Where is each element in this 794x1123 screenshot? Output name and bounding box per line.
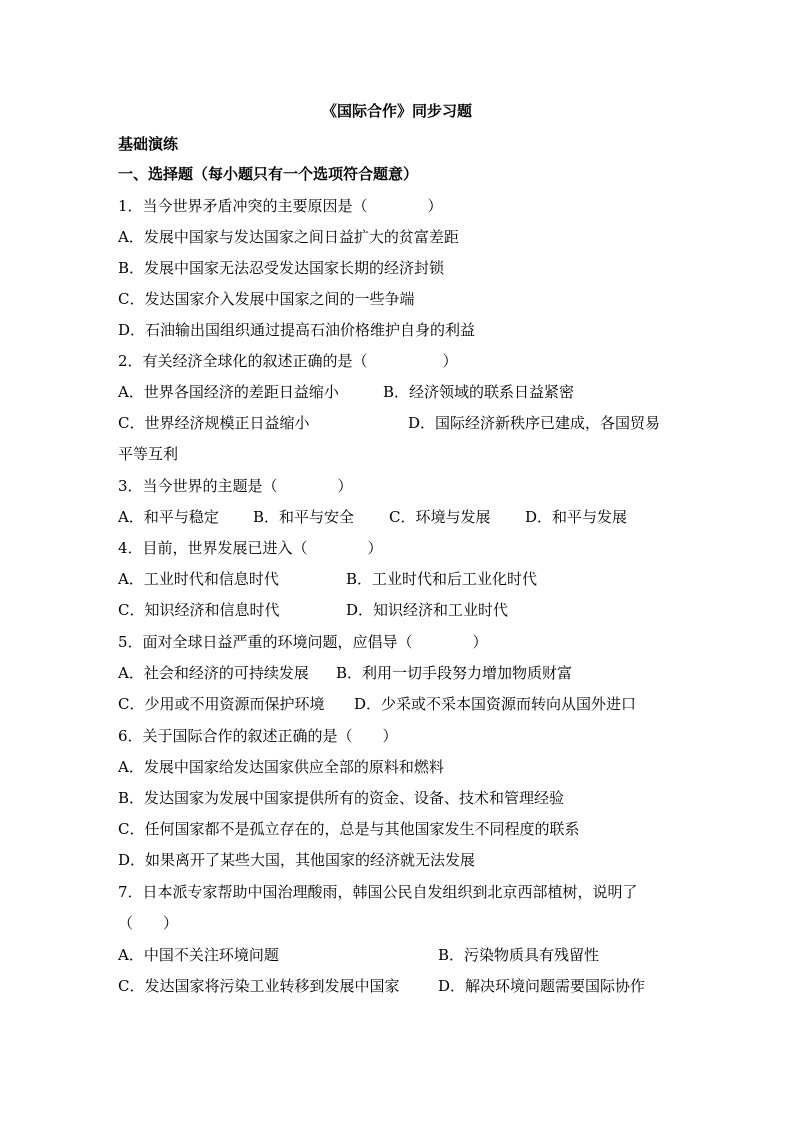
question-5-option-a: A．社会和经济的可持续发展: [118, 664, 309, 682]
question-3-option-c: C．环境与发展: [389, 508, 491, 526]
question-4-option-d: D．知识经济和工业时代: [346, 601, 509, 619]
question-2-stem: 2．有关经济全球化的叙述正确的是（ ）: [118, 352, 458, 370]
question-1-option-d: D．石油输出国组织通过提高石油价格维护自身的利益: [118, 321, 476, 339]
question-6-stem: 6．关于国际合作的叙述正确的是（ ）: [118, 727, 398, 745]
question-5-stem: 5．面对全球日益严重的环境问题，应倡导（ ）: [118, 633, 488, 651]
question-6-option-a: A．发展中国家给发达国家供应全部的原料和燃料: [118, 758, 444, 776]
question-5-option-b: B．利用一切手段努力增加物质财富: [336, 664, 573, 682]
question-5-option-c: C．少用或不用资源而保护环境: [118, 695, 325, 713]
question-5-option-d: D．少采或不采本国资源而转向从国外进口: [354, 695, 637, 713]
question-2-option-b: B．经济领域的联系日益紧密: [383, 383, 575, 401]
question-4-options-row-1: [118, 569, 537, 589]
question-3-option-b: B．和平与安全: [253, 508, 355, 526]
question-5-options-row-1: [118, 663, 572, 683]
question-7-option-b: B．污染物质具有残留性: [438, 946, 600, 964]
question-4-options-row-2: [118, 600, 508, 620]
question-7-option-a: A．中国不关注环境问题: [118, 946, 279, 964]
question-5-options-row-2: [118, 694, 636, 714]
question-7-option-c: C．发达国家将污染工业转移到发展中国家: [118, 977, 400, 995]
question-3-options-row: [118, 507, 627, 527]
question-3-option-a: A．和平与稳定: [118, 508, 219, 526]
question-4-option-c: C．知识经济和信息时代: [118, 601, 280, 619]
question-7-option-d: D．解决环境问题需要国际协作: [438, 977, 646, 995]
question-1-option-a: A．发展中国家与发达国家之间日益扩大的贫富差距: [118, 228, 459, 246]
question-7-options-row-2: [118, 976, 645, 996]
question-4-option-a: A．工业时代和信息时代: [118, 570, 279, 588]
question-3-option-d: D．和平与发展: [525, 508, 628, 526]
question-6-option-d: D．如果离开了某些大国，其他国家的经济就无法发展: [118, 851, 476, 869]
question-2-options-row-1: [118, 382, 574, 402]
question-6-option-b: B．发达国家为发展中国家提供所有的资金、设备、技术和管理经验: [118, 789, 565, 807]
section-heading: 基础演练: [118, 135, 179, 153]
question-1-option-c: C．发达国家介入发展中国家之间的一些争端: [118, 290, 415, 308]
question-7-stem-continued: （ ）: [118, 914, 179, 932]
question-1-stem: 1．当今世界矛盾冲突的主要原因是（ ）: [118, 197, 443, 215]
question-6-option-c: C．任何国家都不是孤立存在的，总是与其他国家发生不同程度的联系: [118, 820, 580, 838]
question-2-option-d-continued: 平等互利: [118, 445, 179, 463]
question-2-option-d: D．国际经济新秩序已建成，各国贸易: [408, 414, 661, 432]
question-7-stem: 7．日本派专家帮助中国治理酸雨，韩国公民自发组织到北京西部植树，说明了: [118, 883, 638, 901]
part-heading: 一、选择题（每小题只有一个选项符合题意）: [118, 165, 419, 183]
question-2-option-a: A．世界各国经济的差距日益缩小: [118, 383, 339, 401]
question-4-option-b: B．工业时代和后工业化时代: [346, 570, 538, 588]
question-2-option-c: C．世界经济规模正日益缩小: [118, 414, 310, 432]
question-1-option-b: B．发展中国家无法忍受发达国家长期的经济封锁: [118, 259, 445, 277]
question-3-stem: 3．当今世界的主题是（ ）: [118, 477, 353, 495]
question-4-stem: 4．目前，世界发展已进入（ ）: [118, 539, 383, 557]
question-2-options-row-2: [118, 413, 660, 433]
question-7-options-row-1: [118, 945, 599, 965]
document-title: 《国际合作》同步习题: [321, 102, 472, 120]
